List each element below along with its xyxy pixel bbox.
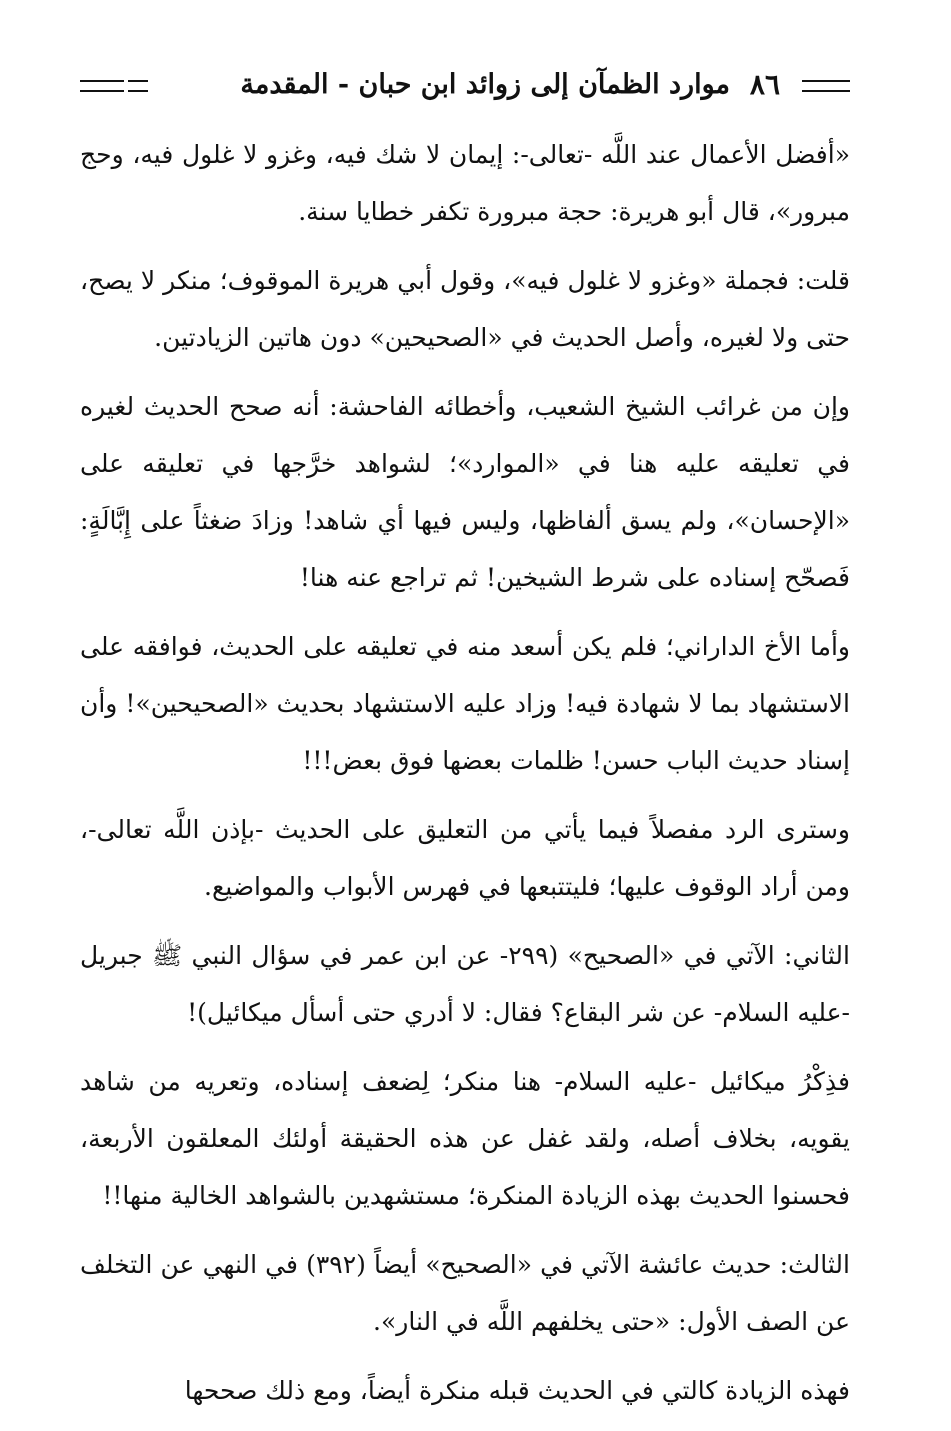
paragraph: قلت: فجملة «وغزو لا غلول فيه»، وقول أبي هريرة الموقوف؛ منكر لا يصح، حتى ولا لغيره، وأصل الحديث في «الصحيحين» دون هاتين الزيادتين. xyxy=(80,266,850,352)
running-title: موارد الظمآن إلى زوائد ابن حبان - المقدمة xyxy=(240,69,730,100)
header-rule-middle xyxy=(128,80,148,92)
header-rule-right xyxy=(802,80,850,92)
body-text xyxy=(80,126,850,1431)
paragraph: وسترى الرد مفصلاً فيما يأتي من التعليق على الحديث -بإذن اللَّه تعالى-، ومن أراد الوقوف عليها؛ فليتتبعها في فهرس الأبواب والمواضيع. xyxy=(80,815,850,901)
paragraph: فذِكْرُ ميكائيل -عليه السلام- هنا منكر؛ لِضعف إسناده، وتعريه من شاهد يقويه، بخلاف أصله، ولقد غفل عن هذه الحقيقة أولئك المعلقون الأربعة، فحسنوا الحديث بهذه الزيادة المنكرة؛ مستشهدين بالشواهد الخالية منها!! xyxy=(80,1067,850,1210)
page-header xyxy=(80,62,850,112)
paragraph: الثالث: حديث عائشة الآتي في «الصحيح» أيضاً (٣٩٢) في النهي عن التخلف عن الصف الأول: «حتى يخلفهم اللَّه في النار». xyxy=(80,1250,850,1336)
paragraph: الثاني: الآتي في «الصحيح» (٢٩٩- عن ابن عمر في سؤال النبي ﷺ جبريل -عليه السلام- عن شر البقاع؟ فقال: لا أدري حتى أسأل ميكائيل)! xyxy=(80,941,850,1027)
header-rule-left xyxy=(80,80,124,92)
paragraph: وإن من غرائب الشيخ الشعيب، وأخطائه الفاحشة: أنه صحح الحديث لغيره في تعليقه عليه هنا في «الموارد»؛ لشواهد خرَّجها في تعليقه على «الإحسان»، ولم يسق ألفاظها، وليس فيها أي شاهد! وزادَ ضغثاً على إِبَّالَةٍ: فَصحّح إسناده على شرط الشيخين! ثم تراجع عنه هنا! xyxy=(80,392,850,592)
page-number: ٨٦ xyxy=(749,68,780,101)
paragraph: وأما الأخ الداراني؛ فلم يكن أسعد منه في تعليقه على الحديث، فوافقه على الاستشهاد بما لا شهادة فيه! وزاد عليه الاستشهاد بحديث «الصحيحين»! وأن إسناد حديث الباب حسن! ظلمات بعضها فوق بعض!!! xyxy=(80,632,850,775)
paragraph: «أفضل الأعمال عند اللَّه -تعالى-: إيمان لا شك فيه، وغزو لا غلول فيه، وحج مبرور»، قال أبو هريرة: حجة مبرورة تكفر خطايا سنة. xyxy=(80,140,850,226)
paragraph: فهذه الزيادة كالتي في الحديث قبله منكرة أيضاً، ومع ذلك صححها xyxy=(184,1376,850,1405)
